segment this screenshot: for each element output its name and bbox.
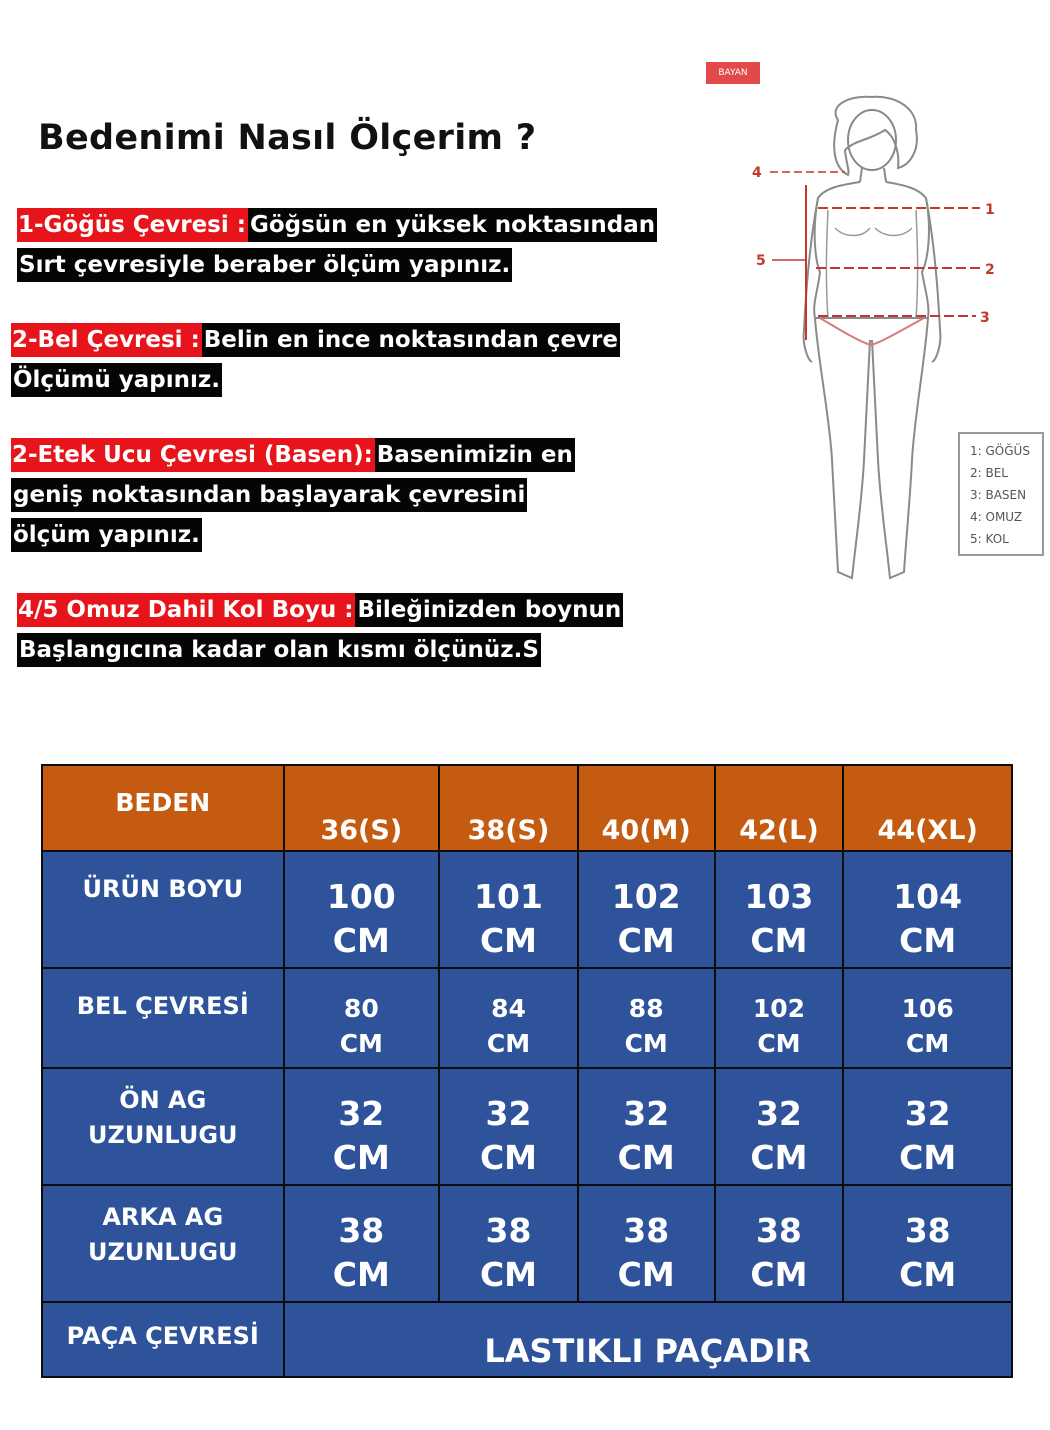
row-label-back-rise: ARKA AG UZUNLUGU	[42, 1185, 284, 1302]
instruction-waist-label: 2-Bel Çevresi :	[11, 323, 202, 357]
table-cell: 103 CM	[715, 851, 844, 968]
table-cell: 80 CM	[284, 968, 440, 1068]
table-cell: 104 CM	[843, 851, 1012, 968]
instruction-chest-text1: Göğsün en yüksek noktasından	[248, 208, 657, 242]
instruction-waist-text1: Belin en ince noktasından çevre	[202, 323, 620, 357]
table-cell: 32 CM	[284, 1068, 440, 1185]
instruction-hip-line2	[11, 478, 527, 512]
instruction-chest-line1	[17, 208, 657, 242]
marker-1: 1	[985, 202, 995, 218]
size-table	[41, 764, 1013, 1378]
legend-item: 4: OMUZ	[970, 510, 1023, 524]
instruction-hip-line1	[11, 438, 575, 472]
table-cell: 102 CM	[715, 968, 844, 1068]
table-header-row	[42, 765, 1012, 851]
table-cell: 32 CM	[843, 1068, 1012, 1185]
table-row	[42, 968, 1012, 1068]
instruction-arm-label: 4/5 Omuz Dahil Kol Boyu :	[17, 593, 355, 627]
instruction-hip-text2: geniş noktasından başlayarak çevresini	[11, 478, 527, 512]
instruction-chest-line2	[17, 248, 512, 282]
legend-item: 5: KOL	[970, 532, 1009, 546]
measurement-legend	[958, 432, 1044, 556]
table-cell: 100 CM	[284, 851, 440, 968]
instruction-arm-text1: Bileğinizden boynun	[355, 593, 623, 627]
table-cell: 38 CM	[715, 1185, 844, 1302]
header-size-42: 42(L)	[715, 765, 844, 851]
page-title: Bedenimi Nasıl Ölçerim ?	[38, 118, 537, 158]
header-size-44: 44(XL)	[843, 765, 1012, 851]
row-label-product-length: ÜRÜN BOYU	[42, 851, 284, 968]
instruction-waist-line2	[11, 363, 222, 397]
row-label-waist: BEL ÇEVRESİ	[42, 968, 284, 1068]
table-cell: 106 CM	[843, 968, 1012, 1068]
instruction-hip-text1: Basenimizin en	[375, 438, 575, 472]
marker-4: 4	[752, 165, 762, 181]
header-size-36: 36(S)	[284, 765, 440, 851]
table-cell: 101 CM	[439, 851, 578, 968]
table-cell: 38 CM	[843, 1185, 1012, 1302]
instruction-waist-text2: Ölçümü yapınız.	[11, 363, 222, 397]
instruction-hip-line3	[11, 518, 202, 552]
table-cell: 32 CM	[578, 1068, 715, 1185]
row-label-leg-opening: PAÇA ÇEVRESİ	[42, 1302, 284, 1377]
table-cell: 38 CM	[578, 1185, 715, 1302]
table-cell: 88 CM	[578, 968, 715, 1068]
table-row	[42, 851, 1012, 968]
row-label-front-rise: ÖN AG UZUNLUGU	[42, 1068, 284, 1185]
table-cell: 38 CM	[439, 1185, 578, 1302]
instruction-chest-label: 1-Göğüs Çevresi :	[17, 208, 248, 242]
table-row	[42, 1068, 1012, 1185]
legend-item: 2: BEL	[970, 466, 1008, 480]
header-size-40: 40(M)	[578, 765, 715, 851]
instruction-arm-line2	[17, 633, 541, 667]
table-cell: 32 CM	[715, 1068, 844, 1185]
header-size-label: BEDEN	[42, 765, 284, 851]
marker-2: 2	[985, 262, 995, 278]
legend-item: 1: GÖĞÜS	[970, 444, 1030, 458]
marker-3: 3	[980, 310, 990, 326]
instruction-arm-text2: Başlangıcına kadar olan kısmı ölçünüz.S	[17, 633, 541, 667]
table-row	[42, 1302, 1012, 1377]
instruction-waist-line1	[11, 323, 620, 357]
bayan-badge: BAYAN	[706, 62, 760, 84]
table-cell: 38 CM	[284, 1185, 440, 1302]
table-cell: 102 CM	[578, 851, 715, 968]
table-row	[42, 1185, 1012, 1302]
legend-item: 3: BASEN	[970, 488, 1027, 502]
marker-5: 5	[756, 253, 766, 269]
instruction-arm-line1	[17, 593, 623, 627]
header-size-38: 38(S)	[439, 765, 578, 851]
table-cell: 32 CM	[439, 1068, 578, 1185]
instruction-hip-label: 2-Etek Ucu Çevresi (Basen):	[11, 438, 375, 472]
instruction-hip-text3: ölçüm yapınız.	[11, 518, 202, 552]
instruction-chest-text2: Sırt çevresiyle beraber ölçüm yapınız.	[17, 248, 512, 282]
table-cell: 84 CM	[439, 968, 578, 1068]
leg-opening-value: LASTIKLI PAÇADIR	[284, 1302, 1012, 1377]
